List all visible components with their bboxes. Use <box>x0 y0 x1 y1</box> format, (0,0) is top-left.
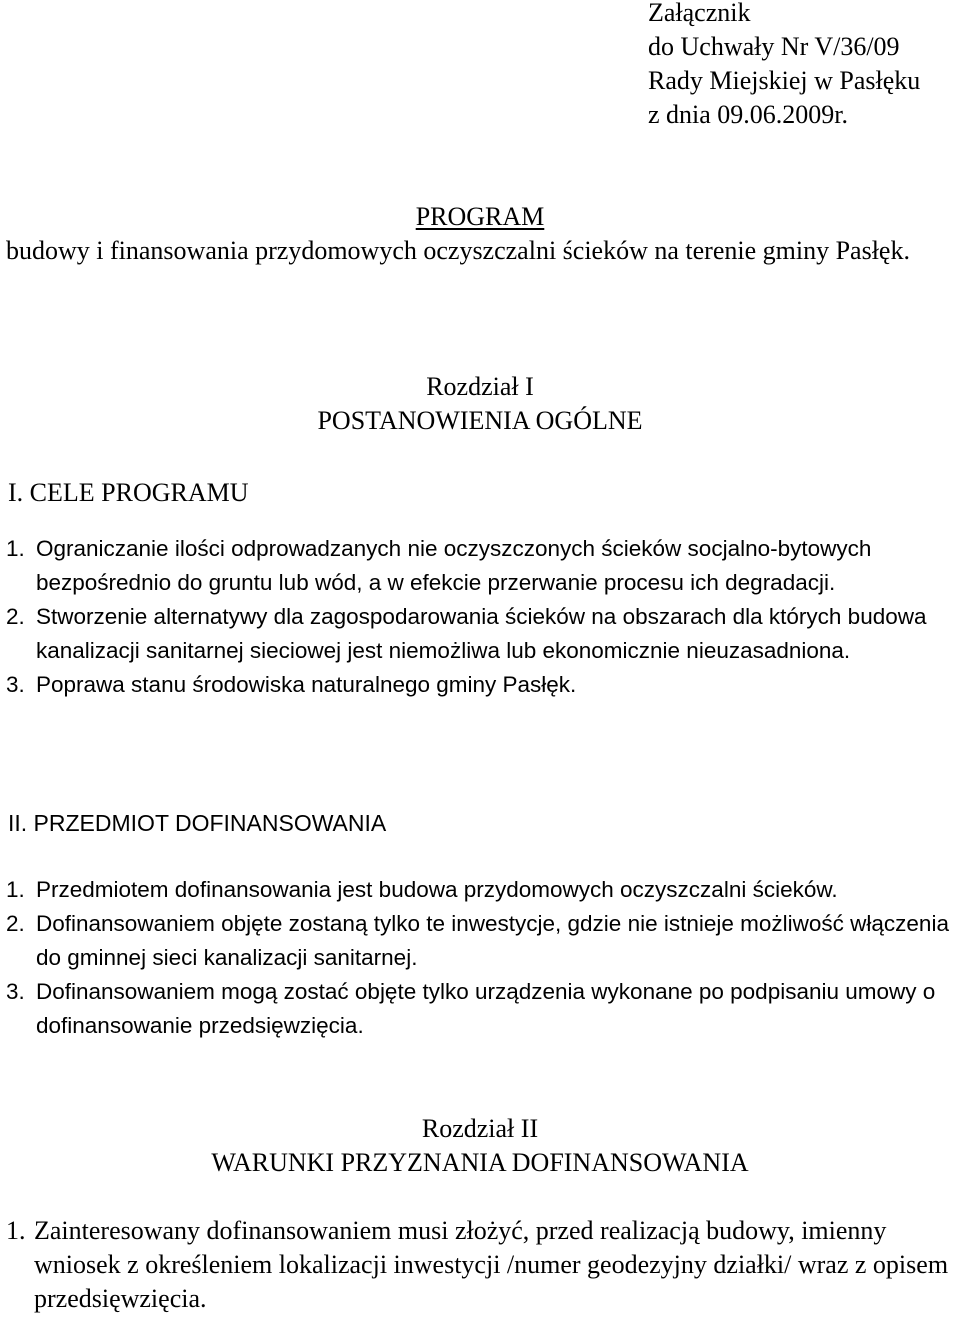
program-subtitle: budowy i finansowania przydomowych oczyszczalni ścieków na terenie gminy Pasłęk. <box>6 236 910 265</box>
item-number: 1. <box>6 1216 26 1245</box>
section-1-heading: I. CELE PROGRAMU <box>8 478 249 507</box>
item-text: Ograniczanie ilości odprowadzanych nie oczyszczonych ścieków socjalno-bytowych bezpośrednio do gruntu lub wód, a w efekcie przerwanie procesu ich degradacji. <box>36 536 872 595</box>
item-number: 3. <box>6 979 25 1004</box>
list-item <box>6 907 956 975</box>
section-2-heading: II. PRZEDMIOT DOFINANSOWANIA <box>8 810 387 836</box>
section-2-list <box>6 873 956 1043</box>
item-number: 1. <box>6 877 25 902</box>
item-number: 3. <box>6 672 25 697</box>
annex-line: Rady Miejskiej w Pasłęku <box>648 66 921 95</box>
list-item <box>6 975 956 1043</box>
list-item <box>6 532 956 600</box>
annex-line: Załącznik <box>648 0 751 27</box>
chapter-1-label: Rozdział I <box>426 372 534 401</box>
item-text: Poprawa stanu środowiska naturalnego gminy Pasłęk. <box>36 672 577 697</box>
section-1-list <box>6 532 956 702</box>
chapter-2-list <box>6 1214 952 1316</box>
annex-line: do Uchwały Nr V/36/09 <box>648 32 900 61</box>
chapter-1-title: POSTANOWIENIA OGÓLNE <box>317 406 643 435</box>
chapter-2-title: WARUNKI PRZYZNANIA DOFINANSOWANIA <box>211 1148 749 1177</box>
item-text: Stworzenie alternatywy dla zagospodarowania ścieków na obszarach dla których budowa kanalizacji sanitarnej sieciowej jest niemożliwa lub ekonomicznie nieuzasadniona. <box>36 604 927 663</box>
item-number: 1. <box>6 536 25 561</box>
list-item <box>6 1214 952 1316</box>
item-number: 2. <box>6 911 25 936</box>
list-item <box>6 600 956 668</box>
chapter-2-label: Rozdział II <box>421 1114 539 1143</box>
item-number: 2. <box>6 604 25 629</box>
item-text: Zainteresowany dofinansowaniem musi złożyć, przed realizacją budowy, imienny wniosek z określeniem lokalizacji inwestycji /numer geodezyjny działki/ wraz z opisem przedsięwzięcia. <box>34 1216 949 1313</box>
annex-header <box>648 0 960 132</box>
item-text: Dofinansowaniem objęte zostaną tylko te inwestycje, gdzie nie istnieje możliwość włączenia do gminnej sieci kanalizacji sanitarnej. <box>36 911 949 970</box>
list-item <box>6 668 956 702</box>
item-text: Dofinansowaniem mogą zostać objęte tylko urządzenia wykonane po podpisaniu umowy o dofinansowanie przedsięwzięcia. <box>36 979 936 1038</box>
program-title: PROGRAM <box>415 202 545 231</box>
annex-line: z dnia 09.06.2009r. <box>648 100 849 129</box>
list-item <box>6 873 956 907</box>
item-text: Przedmiotem dofinansowania jest budowa przydomowych oczyszczalni ścieków. <box>36 877 838 902</box>
